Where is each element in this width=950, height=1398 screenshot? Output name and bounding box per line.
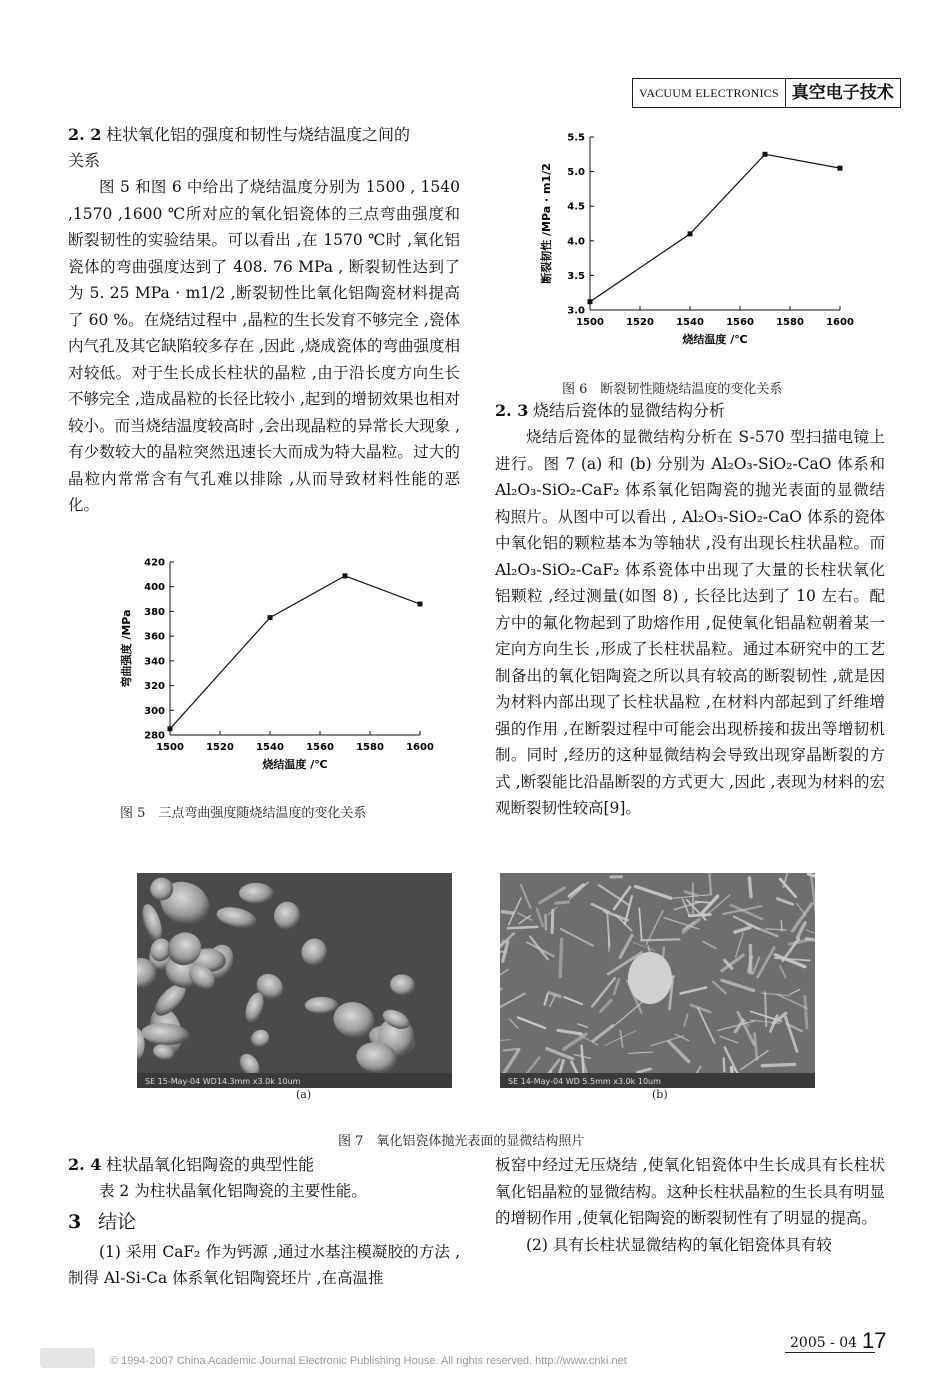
figure6-caption: 图 6 断裂韧性随烧结温度的变化关系: [562, 382, 783, 397]
journal-name-en: VACUUM ELECTRONICS: [633, 79, 786, 107]
sem-photo-a: [137, 873, 452, 1088]
needle-grain: [765, 992, 766, 1026]
section-2-4-body: 表 2 为柱状晶氧化铝陶瓷的主要性能。: [99, 1182, 367, 1200]
figure6-chart: [520, 125, 860, 355]
figure7-caption: 图 7 氧化铝瓷体抛光表面的显微结构照片: [338, 1134, 585, 1149]
section-2-3-heading: [495, 398, 885, 424]
x-tick-label: 1520: [206, 742, 234, 753]
y-tick-label: 360: [144, 631, 165, 643]
section-2-4-heading: [68, 1152, 460, 1178]
sem-texture-b: [500, 873, 815, 1088]
cnki-logo-icon: [40, 1348, 95, 1368]
right-column-bottom: [495, 1152, 885, 1258]
sem-info-b: SE 14-May-04 WD 5.5mm x3.0k 10um: [508, 1077, 661, 1086]
y-tick-label: 280: [144, 730, 165, 742]
x-tick-label: 1560: [726, 317, 754, 328]
sem-texture-a: [137, 873, 452, 1088]
section-2-3-body: 烧结后瓷体的显微结构分析在 S-570 型扫描电镜上进行。图 7 (a) 和 (b) 分别为 Al₂O₃-SiO₂-CaO 体系和 Al₂O₃-SiO₂-CaF₂ 体系氧化铝陶瓷的抛光表面的显微结构照片。从图中可以看出 , Al₂O₃-SiO₂-CaO 体系的瓷体中氧化铝的颗粒基本为等轴状 ,没有出现长柱状晶粒。而 Al₂O₃-SiO₂-CaF₂ 体系瓷体中出现了大量的长柱状氧化铝颗粒 ,经过测量(如图 8) , 长径比达到了 10 左右。配方中的氟化物起到了助熔作用 ,促使氧化铝晶粒朝着某一定向方向生长 ,形成了长柱状晶粒。通过本研究中的工艺制备出的氧化铝陶瓷之所以具有较高的断裂韧性 ,就是因为材料内部出现了长柱状晶粒 ,在材料内部起到了纤维增强的作用 ,在断裂过程中可能会出现桥接和拔出等增韧机制。同时 ,经历的这种显微结构会导致出现穿晶断裂的方式 ,断裂能比沿晶断裂的方式更大 ,因此 ,表现为材料的宏观断裂韧性较高[9]。: [495, 428, 885, 817]
section-2-2-body: 图 5 和图 6 中给出了烧结温度分别为 1500 , 1540 ,1570 ,1600 ℃所对应的氧化铝瓷体的三点弯曲强度和断裂韧性的实验结果。可以看出 ,在 1570 ℃时 ,氧化铝瓷体的弯曲强度达到了 408. 76 MPa , 断裂韧性达到了为 5. 25 MPa · m1/2 ,断裂韧性比氧化铝陶瓷材料提高了 60 %。在烧结过程中 ,晶粒的生长发育不够完全 ,瓷体内气孔及其它缺陷较多存在 ,因此 ,烧成瓷体的弯曲强度相对较低。对于生长成长柱状的晶粒 ,由于沿长度方向生长不够完全 ,造成晶粒的长径比较小 ,起到的增韧效果也相对较小。而当烧结温度较高时 ,会出现晶粒的异常长大现象 ,有少数较大的晶粒突然迅速长大而成为特大晶粒。过大的晶粒内常常含有气孔难以排除 ,从而导致材料性能的恶化。: [68, 178, 460, 514]
needle-grain: [805, 997, 807, 1029]
needle-grain: [552, 910, 553, 932]
needle-grain: [710, 874, 711, 895]
section-title-cont: 关系: [68, 151, 101, 170]
needle-grain: [546, 915, 547, 929]
needle-grain: [806, 939, 815, 941]
journal-name-cn: 真空电子技术: [791, 83, 894, 103]
copyright-notice: © 1994-2007 China Academic Journal Electronic Publishing House. All rights reserved. http://www.cnki.net: [110, 1355, 627, 1367]
x-axis-label: 烧结温度 /℃: [262, 758, 328, 771]
section-2-2-heading: [68, 122, 460, 148]
x-tick-label: 1560: [306, 742, 334, 753]
page-number: 17: [862, 1328, 887, 1353]
y-tick-label: 320: [144, 681, 165, 693]
data-point: [588, 299, 593, 304]
section-3-body-3: (2) 具有长柱状显微结构的氧化铝瓷体具有较: [526, 1235, 832, 1254]
data-point: [268, 615, 273, 620]
y-tick-label: 380: [144, 606, 165, 618]
y-axis-label: 弯曲强度 /MPa: [120, 609, 133, 688]
section-title: 柱状晶氧化铝陶瓷的典型性能: [106, 1155, 315, 1174]
data-point: [763, 152, 768, 157]
grain-shape: [305, 997, 339, 1014]
needle-grain: [749, 878, 751, 897]
needle-grain: [560, 939, 562, 976]
needle-grain: [556, 902, 569, 903]
series-line: [590, 154, 840, 301]
sem-info-a: SE 15-May-04 WD14.3mm x3.0k 10um: [145, 1077, 301, 1086]
x-tick-label: 1600: [406, 742, 434, 753]
x-tick-label: 1500: [576, 317, 604, 328]
x-tick-label: 1540: [256, 742, 284, 753]
section-3-heading: [68, 1205, 460, 1239]
series-line: [170, 576, 420, 729]
section-number: 2. 2: [68, 125, 102, 144]
y-tick-label: 5.0: [567, 167, 585, 179]
y-tick-label: 400: [144, 582, 165, 594]
x-axis-label: 烧结温度 /℃: [682, 333, 748, 346]
y-tick-label: 3.0: [567, 305, 585, 317]
y-tick-label: 3.5: [567, 270, 585, 282]
y-tick-label: 420: [144, 557, 165, 569]
data-point: [343, 573, 348, 578]
x-tick-label: 1600: [826, 317, 854, 328]
figure5-chart: [100, 550, 440, 780]
x-tick-label: 1500: [156, 742, 184, 753]
section-number: 2. 4: [68, 1155, 102, 1174]
data-point: [418, 602, 423, 607]
section-3-body-2: 板窑中经过无压烧结 ,使氧化铝瓷体中生长成具有长柱状氧化铝晶粒的显微结构。这种长柱状晶粒的生长具有明显的增韧作用 ,使氧化铝陶瓷的断裂韧性有了明显的提高。: [495, 1156, 885, 1227]
section-3-body-1: (1) 采用 CaF₂ 作为钙源 ,通过水基注模凝胶的方法 ,制得 Al-Si-Ca 体系氧化铝陶瓷坯片 ,在高温推: [68, 1242, 460, 1287]
data-point: [838, 166, 843, 171]
section-title: 柱状氧化铝的强度和韧性与烧结温度之间的: [106, 125, 411, 144]
issue-date: 2005 - 04: [790, 1335, 858, 1351]
right-column-top: [495, 398, 885, 822]
page-rule: [785, 1352, 875, 1353]
needle-grain: [508, 927, 538, 928]
y-tick-label: 4.0: [567, 236, 585, 248]
x-tick-label: 1580: [356, 742, 384, 753]
needle-grain: [724, 1058, 725, 1071]
y-axis-label: 断裂韧性 /MPa · m1/2: [540, 163, 553, 284]
section-title: 烧结后瓷体的显微结构分析: [533, 401, 726, 420]
y-tick-label: 5.5: [567, 132, 585, 144]
y-tick-label: 300: [144, 705, 165, 717]
left-column-bottom: [68, 1152, 460, 1292]
data-point: [688, 231, 693, 236]
figure7-label-b: (b): [652, 1088, 668, 1101]
y-tick-label: 340: [144, 656, 165, 668]
figure7-label-a: (a): [296, 1088, 312, 1101]
sem-photo-b: [500, 873, 815, 1088]
data-point: [168, 726, 173, 731]
journal-header: [632, 78, 901, 108]
x-tick-label: 1520: [626, 317, 654, 328]
section-number: 3: [68, 1210, 82, 1233]
y-tick-label: 4.5: [567, 201, 585, 213]
figure5-caption: 图 5 三点弯曲强度随烧结温度的变化关系: [120, 806, 367, 821]
needle-grain: [641, 939, 679, 940]
needle-grain: [762, 1064, 794, 1065]
section-title: 结论: [98, 1210, 137, 1233]
left-column-top: [68, 122, 460, 519]
x-tick-label: 1540: [676, 317, 704, 328]
needle-grain: [502, 912, 513, 913]
section-number: 2. 3: [495, 401, 529, 420]
needle-grain: [504, 1049, 519, 1051]
x-tick-label: 1580: [776, 317, 804, 328]
